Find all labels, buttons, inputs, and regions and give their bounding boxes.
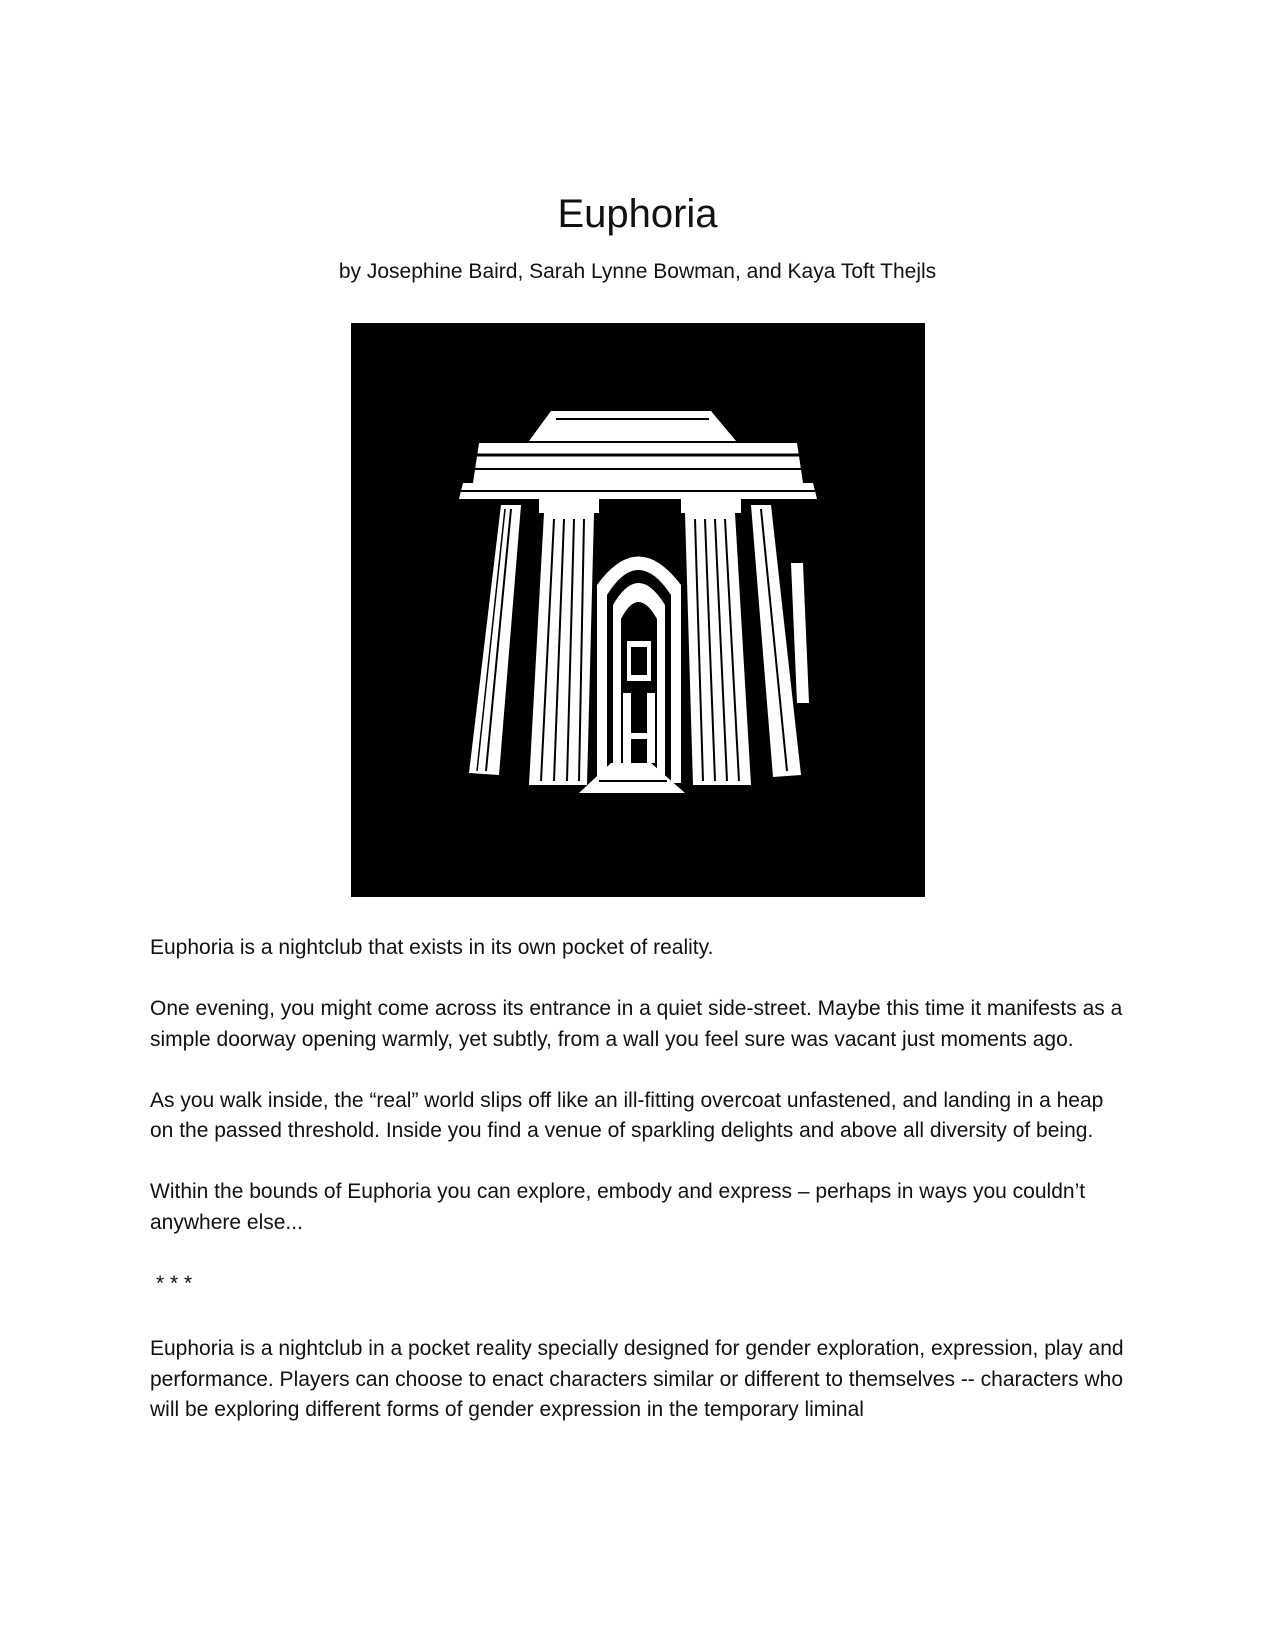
- cover-image: [351, 323, 925, 897]
- body-text: [150, 933, 1130, 1456]
- document-title: Euphoria: [557, 192, 718, 236]
- temple-entrance-illustration-icon: [351, 323, 925, 897]
- paragraph: Within the bounds of Euphoria you can explore, embody and express – perhaps in ways you couldn’t anywhere else...: [150, 1180, 1086, 1234]
- paragraph: One evening, you might come across its entrance in a quiet side-street. Maybe this time it manifests as a simple doorway opening warmly, yet subtly, from a wall you feel sure was vacant just moments ago.: [150, 997, 1123, 1051]
- paragraph: As you walk inside, the “real” world slips off like an ill-fitting overcoat unfastened, and landing in a heap on the passed threshold. Inside you find a venue of sparkling delights and above all diversity of being.: [150, 1088, 1104, 1142]
- author-byline: by Josephine Baird, Sarah Lynne Bowman, and Kaya Toft Thejls: [338, 260, 937, 283]
- paragraph: Euphoria is a nightclub that exists in its own pocket of reality.: [150, 936, 714, 959]
- section-separator: * * *: [156, 1271, 193, 1295]
- paragraph: Euphoria is a nightclub in a pocket reality specially designed for gender exploration, expression, play and performance. Players can choose to enact characters similar or different to themselves -- characters who will be exploring different forms of gender expression in the temporary liminal: [150, 1337, 1124, 1421]
